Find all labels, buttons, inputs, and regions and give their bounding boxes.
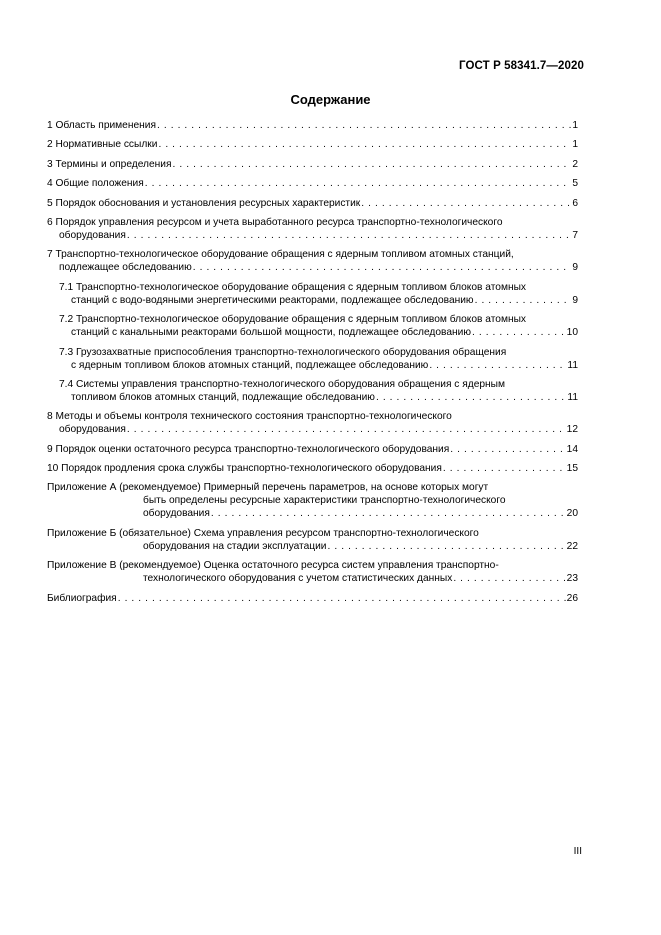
toc-entry-text: станций с водо-водяными энергетическими реакторами, подлежащее обследованию — [71, 294, 474, 306]
toc-page-number: 2 — [572, 158, 578, 170]
toc-entry-text: Библиография — [47, 592, 117, 604]
toc-page-number: 11 — [567, 391, 578, 403]
dot-leader — [450, 443, 565, 456]
toc-page-number: 12 — [566, 424, 578, 436]
toc-entry-text: 7.2 Транспортно-технологическое оборудование обращения с ядерным топливом блоков атомных — [59, 314, 526, 326]
toc-entry-text: 7.3 Грузозахватные приспособления транспортно-технологического оборудования обращения — [59, 346, 507, 358]
toc-entry[interactable] — [47, 378, 578, 404]
toc-entry[interactable] — [47, 158, 578, 171]
toc-entry-text: 5 Порядок обоснования и установления ресурсных характеристик — [47, 197, 361, 209]
toc-page-number: 1 — [572, 139, 578, 151]
toc-entry-text: быть определены ресурсные характеристики транспортно-технологического — [143, 495, 506, 507]
toc-entry-text: Приложение В (рекомендуемое) Оценка остаточного ресурса систем управления транспортно- — [47, 560, 499, 572]
toc-title: Содержание — [290, 92, 371, 107]
standard-code: ГОСТ Р 58341.7—2020 — [459, 60, 584, 72]
table-of-contents — [47, 119, 578, 611]
toc-page-number: 14 — [566, 443, 578, 455]
toc-entry[interactable] — [47, 346, 578, 372]
toc-page-number: 6 — [572, 197, 578, 209]
toc-entry[interactable] — [47, 481, 578, 520]
toc-page-number: 5 — [572, 178, 578, 190]
toc-page-number: 10 — [566, 327, 578, 339]
toc-entry[interactable] — [47, 281, 578, 307]
dot-leader — [475, 294, 572, 307]
toc-page-number: 23 — [566, 573, 578, 585]
toc-entry-text: с ядерным топливом блоков атомных станций, подлежащее обследованию — [71, 359, 429, 371]
dot-leader — [145, 177, 572, 190]
toc-entry[interactable] — [47, 592, 578, 605]
toc-entry-text: подлежащее обследованию — [59, 262, 192, 274]
toc-entry-text: 8 Методы и объемы контроля технического состояния транспортно-технологического — [47, 411, 452, 423]
toc-entry-text: оборудования — [59, 424, 126, 436]
toc-entry[interactable] — [47, 197, 578, 210]
toc-entry[interactable] — [47, 248, 578, 274]
toc-page-number: 9 — [572, 294, 578, 306]
toc-entry-text: 1 Область применения — [47, 120, 156, 131]
toc-entry[interactable] — [47, 313, 578, 339]
toc-entry[interactable] — [47, 443, 578, 456]
toc-entry-text: станций с канальными реакторами большой мощности, подлежащее обследованию — [71, 327, 471, 339]
page-number: III — [573, 846, 582, 857]
toc-entry-text: Приложение Б (обязательное) Схема управления ресурсом транспортно-технологического — [47, 527, 479, 539]
toc-entry-text: 9 Порядок оценки остаточного ресурса транспортно-технологического оборудования — [47, 443, 450, 455]
toc-entry[interactable] — [47, 119, 578, 132]
dot-leader — [127, 423, 566, 436]
toc-entry-text: оборудования — [59, 229, 126, 241]
toc-entry[interactable] — [47, 216, 578, 242]
dot-leader — [429, 359, 566, 372]
dot-leader — [472, 326, 566, 339]
toc-entry-text: 3 Термины и определения — [47, 158, 172, 170]
toc-entry[interactable] — [47, 138, 578, 151]
dot-leader — [443, 462, 566, 475]
toc-entry-text: оборудования на стадии эксплуатации — [143, 540, 327, 552]
toc-entry-text: 10 Порядок продления срока службы транспортно-технологического оборудования — [47, 463, 442, 475]
toc-entry-text: 6 Порядок управления ресурсом и учета выработанного ресурса транспортно-технологического — [47, 216, 503, 228]
toc-entry-text: Приложение А (рекомендуемое) Примерный перечень параметров, на основе которых могут — [47, 482, 489, 494]
toc-entry-text: оборудования — [143, 508, 210, 520]
dot-leader — [211, 507, 566, 520]
toc-page-number: 26 — [566, 592, 578, 604]
toc-page-number: 22 — [566, 540, 578, 552]
toc-page-number: 1 — [572, 120, 578, 131]
toc-page-number: 15 — [566, 463, 578, 475]
dot-leader — [361, 197, 571, 210]
toc-entry[interactable] — [47, 559, 578, 585]
dot-leader — [158, 138, 571, 151]
toc-entry-text: 2 Нормативные ссылки — [47, 139, 158, 151]
dot-leader — [118, 592, 566, 605]
dot-leader — [193, 261, 572, 274]
toc-page-number: 20 — [566, 508, 578, 520]
toc-page-number: 7 — [572, 229, 578, 241]
toc-entry-text: 7.1 Транспортно-технологическое оборудование обращения с ядерным топливом блоков атомных — [59, 281, 526, 293]
dot-leader — [327, 540, 565, 553]
toc-entry-text: технологического оборудования с учетом статистических данных — [143, 573, 453, 585]
toc-entry-text: 7 Транспортно-технологическое оборудование обращения с ядерным топливом атомных станций, — [47, 249, 514, 261]
toc-page-number: 9 — [572, 262, 578, 274]
dot-leader — [127, 229, 571, 242]
dot-leader — [157, 119, 571, 132]
toc-entry-text: 4 Общие положения — [47, 178, 144, 190]
toc-entry[interactable] — [47, 410, 578, 436]
toc-entry[interactable] — [47, 527, 578, 553]
dot-leader — [376, 391, 566, 404]
toc-entry[interactable] — [47, 462, 578, 475]
dot-leader — [172, 158, 571, 171]
toc-entry-text: 7.4 Системы управления транспортно-технологического оборудования обращения с ядерным — [59, 378, 505, 390]
toc-entry[interactable] — [47, 177, 578, 190]
toc-entry-text: топливом блоков атомных станций, подлежащие обследованию — [71, 391, 375, 403]
dot-leader — [453, 572, 565, 585]
toc-page-number: 11 — [567, 359, 578, 371]
